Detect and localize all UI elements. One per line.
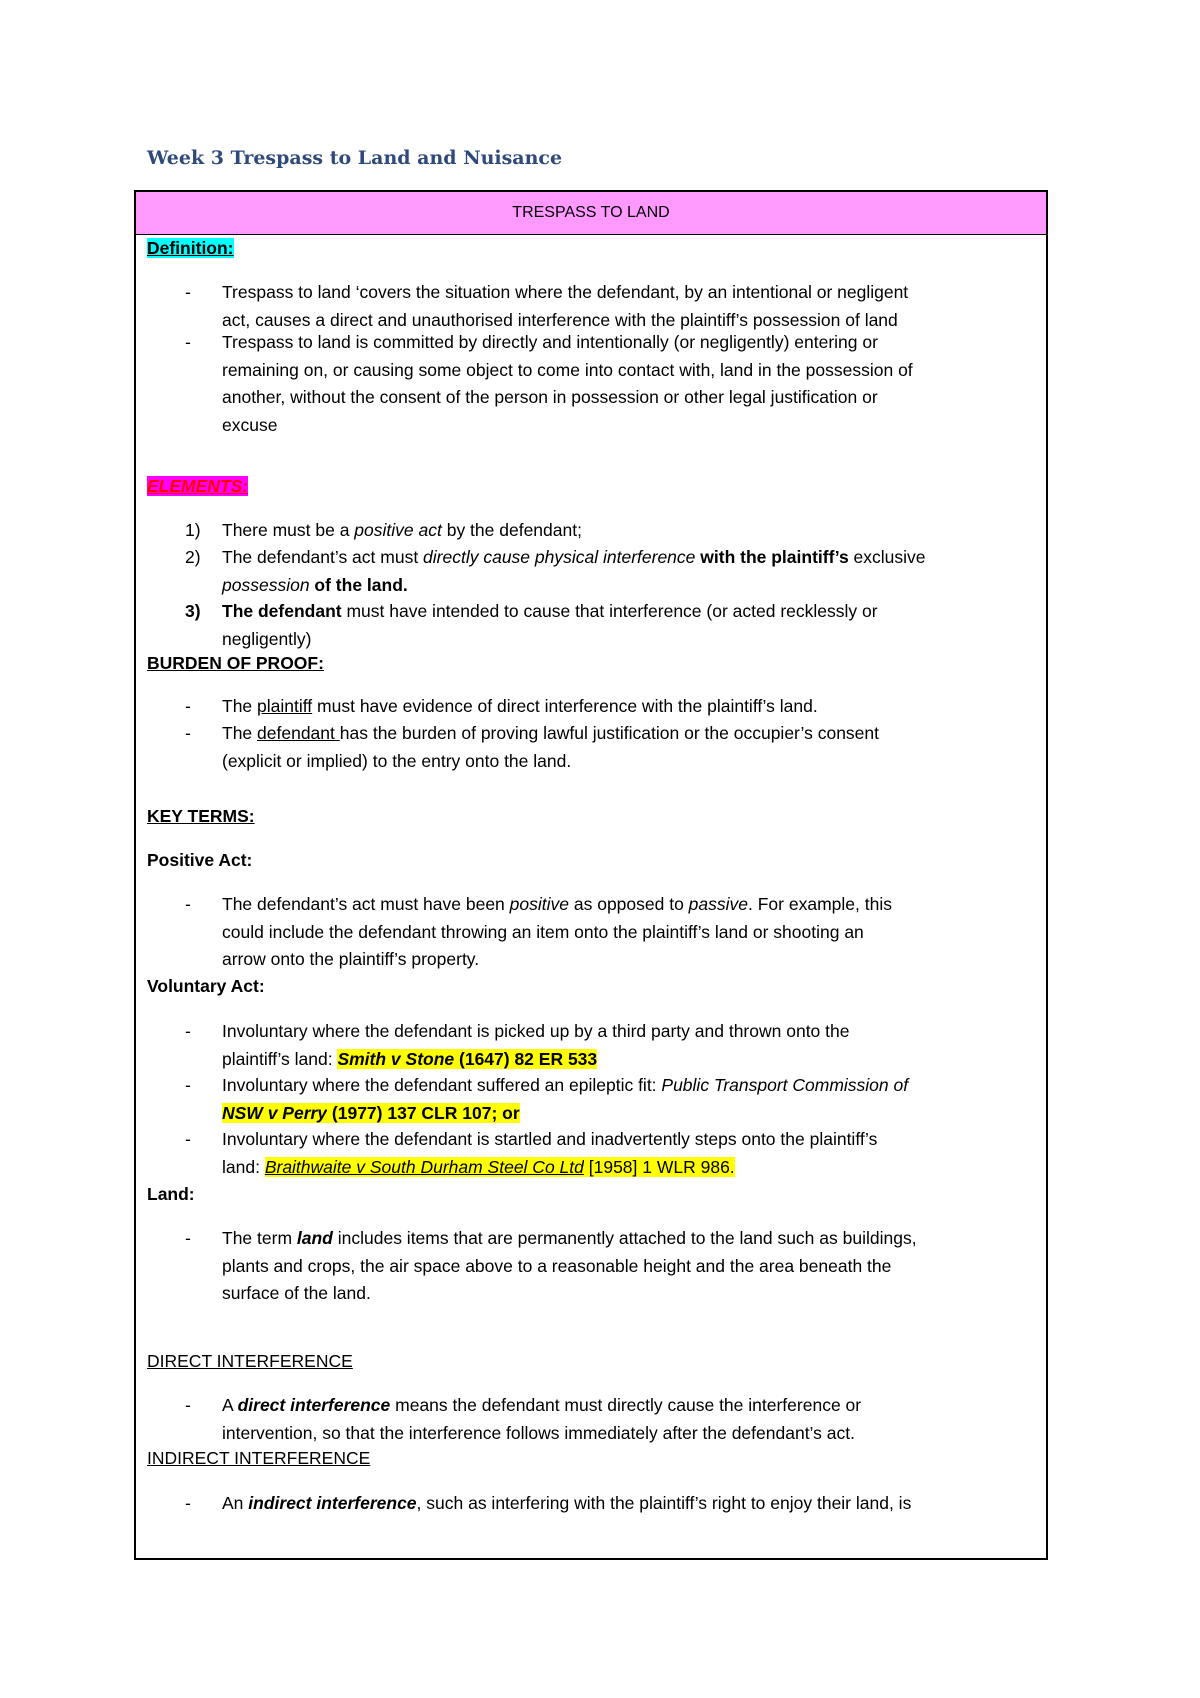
- list-dash: -: [185, 282, 191, 302]
- indirect-interference-heading: INDIRECT INTERFERENCE: [147, 1448, 371, 1468]
- document-title: Week 3 Trespass to Land and Nuisance: [147, 147, 563, 169]
- land-heading: Land:: [147, 1184, 195, 1204]
- table-body: Definition: - Trespass to land ‘covers the situation where the defendant, by an intentional or negligent act, causes a direct and unauthorised interference with the plaintiff’s possession of land - Trespass to land is committed by directly and intentionally (or negligently) entering or remaining on, or causing some object to come into contact with, land in the possession of another, without the consent of the person in possession or other legal justification or excuse ELEMENTS: 1) There must be a positive act by the defendant; 2) The defendant’s act must directly cause physical interference with the plaintiff’s exclusive possession of the land. 3) The defendant must have intended to cause that interference (or acted recklessly or negligently) BURDEN OF PROOF: - The plaintiff must have evidence of direct interference with the plaintiff’s land. - The defendant has the burden of proving lawful justification or the occupier’s consent (explicit or implied) to the entry onto the land. KEY TERMS: Positive Act: - The defendant’s act must have been positive as opposed to passive. For example, this could include the defendant throwing an item onto the plaintiff’s land or shooting an arrow onto the plaintiff’s property. Voluntary Act: - Involuntary where the defendant is picked up by a third party and thrown onto the plaintiff’s land: Smith v Stone (1647) 82 ER 533 - Involuntary where the defendant suffered an epileptic fit: Public Transport Commission of NSW v Perry (1977) 137 CLR 107; or - Involuntary where the defendant is startled and inadvertently steps onto the plaintiff’s land: Braithwaite v South Durham Steel Co Ltd [1958] 1 WLR 986. Land: - The term land includes items that are permanently attached to the land such as buildings, plants and crops, the air space above to a reasonable height and the area beneath the surface of the land. DIRECT INTERFERENCE - A direct interference means the defendant must directly cause the interference or intervention, so that the interference follows immediately after the defendant’s act. INDIRECT INTERFERENCE - An indirect interference, such as interfering with the plaintiff’s right to enjoy their land, is: [136, 235, 1046, 1560]
- list-dash: -: [185, 332, 191, 352]
- key-terms-heading: KEY TERMS:: [147, 806, 255, 826]
- elements-heading: ELEMENTS:: [147, 476, 249, 496]
- table-header: TRESPASS TO LAND: [136, 192, 1046, 235]
- direct-interference-heading: DIRECT INTERFERENCE: [147, 1351, 353, 1371]
- positive-act-heading: Positive Act:: [147, 850, 253, 870]
- case-citation: Braithwaite v South Durham Steel Co Ltd: [264, 1156, 584, 1177]
- case-citation: Smith v Stone: [337, 1048, 455, 1069]
- burden-heading: BURDEN OF PROOF:: [147, 653, 324, 673]
- definition-heading: Definition:: [147, 238, 234, 258]
- case-citation: NSW v Perry: [222, 1102, 328, 1123]
- voluntary-act-heading: Voluntary Act:: [147, 976, 265, 996]
- trespass-table: [134, 190, 1048, 1560]
